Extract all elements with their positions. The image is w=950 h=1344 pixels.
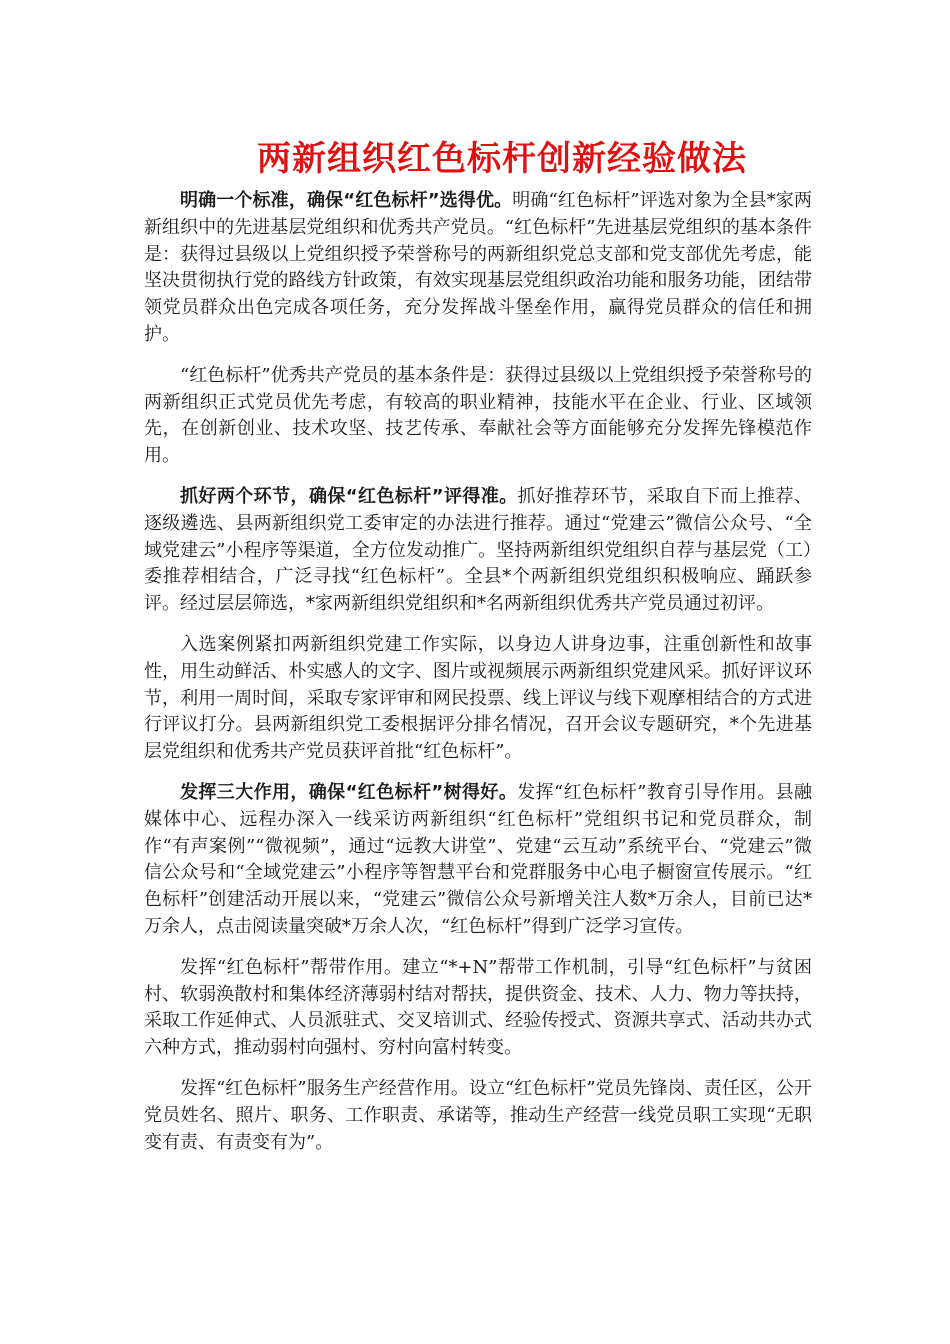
paragraph-text: 入选案例紧扣两新组织党建工作实际，以身边人讲身边事，注重创新性和故事性，用生动鲜活、朴实感人的文字、图片或视频展示两新组织党建风采。抓好评议环节，利用一周时间，采取专家评审和网民投票、线上评议与线下观摩相结合的方式进行评议打分。县两新组织党工委根据评分排名情况，召开会议专题研究，*个先进基层党组织和优秀共产党员获评首批“红色标杆”。: [144, 633, 812, 763]
paragraph-5: [144, 780, 812, 941]
paragraph-text: 明确“红色标杆”评选对象为全县*家两新组织中的先进基层党组织和优秀共产党员。“红色标杆”先进基层党组织的基本条件是：获得过县级以上党组织授予荣誉称号的两新组织党总支部和党支部优先考虑，能坚决贯彻执行党的路线方针政策，有效实现基层党组织政治功能和服务功能，团结带领党员群众出色完成各项任务，充分发挥战斗堡垒作用，赢得党员群众的信任和拥护。: [144, 190, 812, 345]
paragraph-2: [144, 363, 812, 470]
paragraph-lead: 明确一个标准，确保“红色标杆”选得优。: [180, 190, 513, 211]
paragraph-3: [144, 484, 812, 618]
paragraph-lead: 抓好两个环节，确保“红色标杆”评得准。: [180, 485, 518, 507]
paragraph-text: 发挥“红色标杆”教育引导作用。县融媒体中心、远程办深入一线采访两新组织“红色标杆”党组织书记和党员群众，制作“有声案例”“微视频”，通过“远教大讲堂”、党建“云互动”系统平台、“党建云”微信公众号和“全域党建云”小程序等智慧平台和党群服务中心电子橱窗宣传展示。“红色标杆”创建活动开展以来，“党建云”微信公众号新增关注人数*万余人，目前已达*万余人，点击阅读量突破*万余人次，“红色标杆”得到广泛学习宣传。: [144, 781, 812, 937]
paragraph-text: 发挥“红色标杆”服务生产经营作用。设立“红色标杆”党员先锋岗、责任区，公开党员姓名、照片、职务、工作职责、承诺等，推动生产经营一线党员职工实现“无职变有责、有责变有为”。: [144, 1077, 812, 1153]
paragraph-text: 发挥“红色标杆”帮带作用。建立“*+N”帮带工作机制，引导“红色标杆”与贫困村、软弱涣散村和集体经济薄弱村结对帮扶，提供资金、技术、人力、物力等扶持，采取工作延伸式、人员派驻式、交叉培训式、经验传授式、资源共享式、活动共办式六种方式，推动弱村向强村、穷村向富村转变。: [144, 956, 812, 1059]
paragraph-6: [144, 955, 812, 1062]
document-title: 两新组织红色标杆创新经验做法: [257, 139, 747, 179]
document-body: [144, 188, 812, 1170]
paragraph-4: [144, 632, 812, 766]
paragraph-lead: 发挥三大作用，确保“红色标杆”树得好。: [180, 781, 518, 803]
paragraph-text: “红色标杆”优秀共产党员的基本条件是：获得过县级以上党组织授予荣誉称号的两新组织正式党员优先考虑，有较高的职业精神，技能水平在企业、行业、区域领先，在创新创业、技术攻坚、技艺传承、奉献社会等方面能够充分发挥先锋模范作用。: [144, 364, 812, 467]
paragraph-text: 抓好推荐环节，采取自下而上推荐、逐级遴选、县两新组织党工委审定的办法进行推荐。通过“党建云”微信公众号、“全域党建云”小程序等渠道，全方位发动推广。坚持两新组织党组织自荐与基层党（工）委推荐相结合，广泛寻找“红色标杆”。全县*个两新组织党组织积极响应、踊跃参评。经过层层筛选，*家两新组织党组织和*名两新组织优秀共产党员通过初评。: [144, 485, 812, 615]
paragraph-7: [144, 1076, 812, 1156]
paragraph-1: [144, 188, 812, 349]
